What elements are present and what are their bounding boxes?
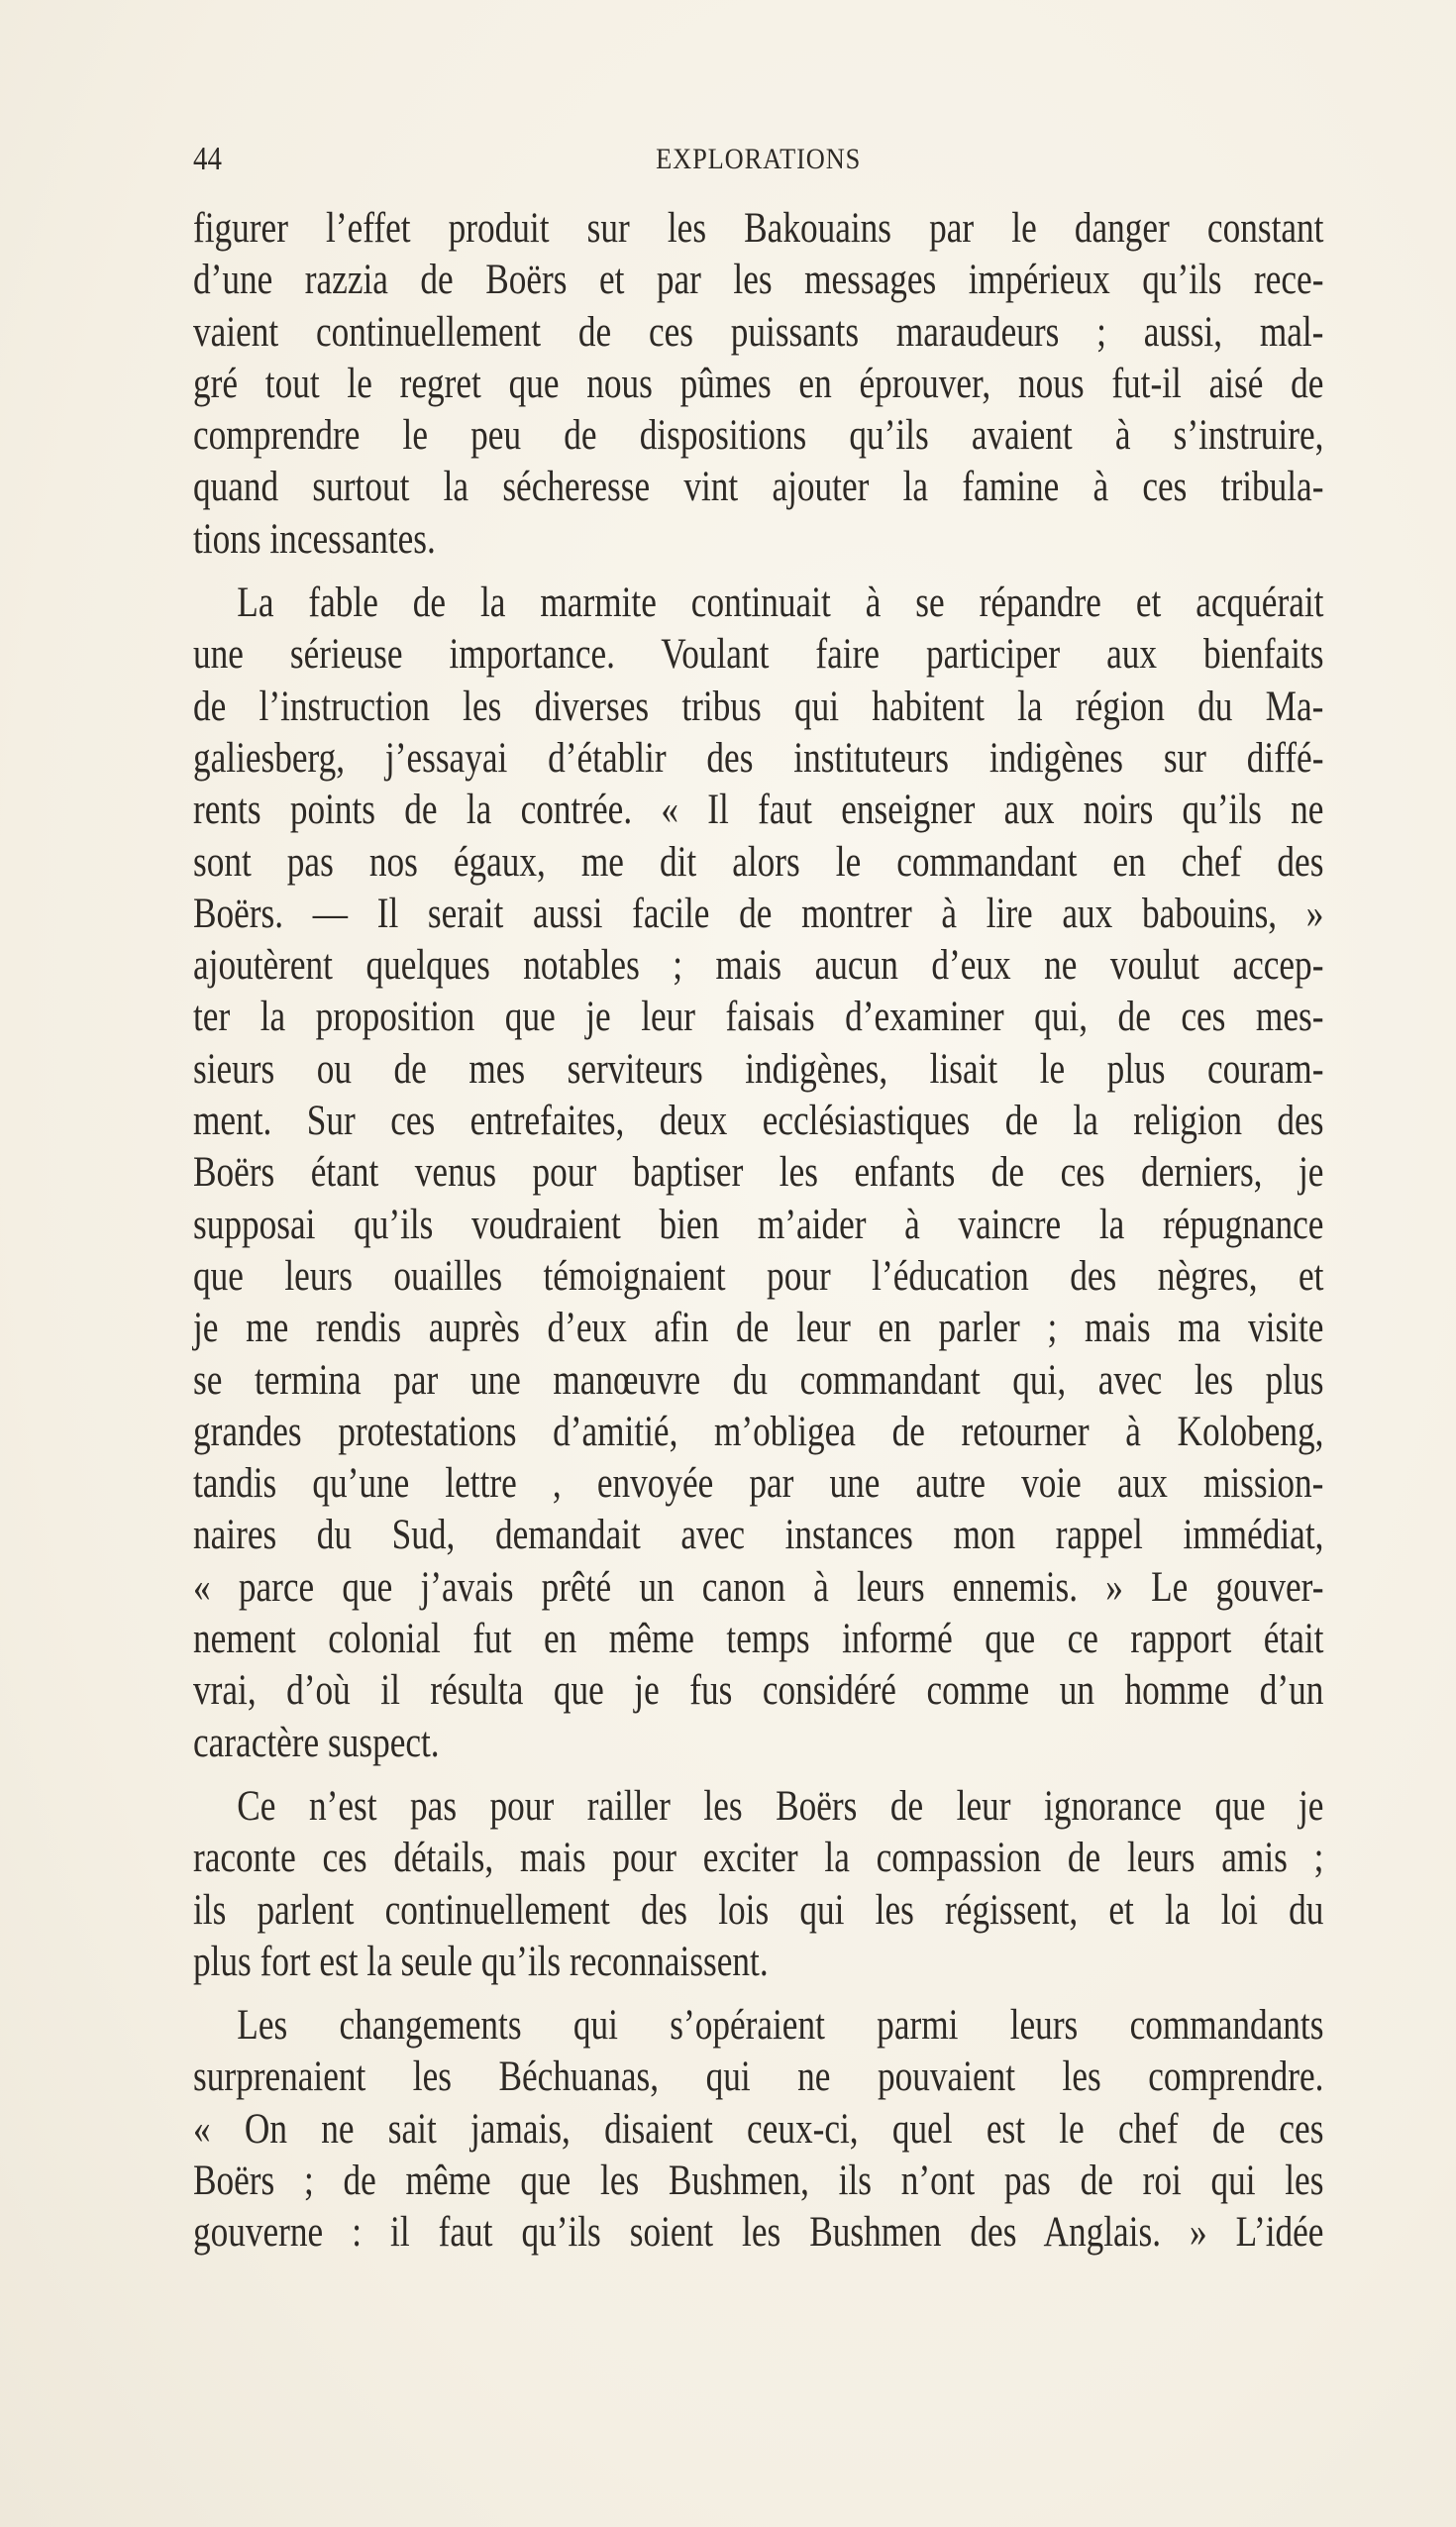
text-line: gré tout le regret que nous pûmes en éprouver, nous fut-il aisé de — [193, 360, 1324, 407]
page-number: 44 — [193, 141, 222, 177]
text-line: « On ne sait jamais, disaient ceux-ci, quel est le chef de ces — [193, 2105, 1324, 2153]
text-line: Ce n’est pas pour railler les Boërs de leur ignorance que je — [237, 1782, 1324, 1830]
text-line: rents points de la contrée. « Il faut enseigner aux noirs qu’ils ne — [193, 787, 1324, 834]
text-line: caractère suspect. — [193, 1719, 440, 1766]
text-line: ter la proposition que je leur faisais d’examiner qui, de ces mes- — [193, 994, 1324, 1041]
text-line: La fable de la marmite continuait à se répandre et acquérait — [237, 579, 1324, 627]
text-line: Les changements qui s’opéraient parmi leurs commandants — [237, 2002, 1324, 2050]
running-header — [193, 141, 1324, 190]
text-line: de l’instruction les diverses tribus qui habitent la région du Ma- — [193, 683, 1324, 730]
text-line: que leurs ouailles témoignaient pour l’éducation des nègres, et — [193, 1252, 1324, 1300]
text-line: galiesberg, j’essayai d’établir des instituteurs indigènes sur diffé- — [193, 734, 1324, 782]
running-title-wrap — [193, 143, 1324, 176]
text-line: vrai, d’où il résulta que je fus considéré comme un homme d’un — [193, 1667, 1324, 1715]
text-line: supposai qu’ils voudraient bien m’aider à vaincre la répugnance — [193, 1201, 1324, 1248]
text-line: Boërs étant venus pour baptiser les enfants de ces derniers, je — [193, 1149, 1324, 1197]
body-text — [193, 203, 1323, 2260]
paragraph — [193, 2000, 1323, 2259]
paragraph — [193, 1781, 1323, 1988]
text-line: nement colonial fut en même temps informé que ce rapport était — [193, 1616, 1324, 1663]
text-line: ment. Sur ces entrefaites, deux ecclésiastiques de la religion des — [193, 1098, 1324, 1145]
text-line: vaient continuellement de ces puissants maraudeurs ; aussi, mal- — [193, 308, 1324, 356]
text-line: sieurs ou de mes serviteurs indigènes, lisait le plus couram- — [193, 1045, 1324, 1093]
text-line: plus fort est la seule qu’ils reconnaissent. — [193, 1938, 769, 1985]
paragraph — [193, 203, 1323, 566]
text-line: tions incessantes. — [193, 515, 436, 563]
text-line: « parce que j’avais prêté un canon à leurs ennemis. » Le gouver- — [193, 1563, 1324, 1611]
text-line: je me rendis auprès d’eux afin de leur en parler ; mais ma visite — [193, 1305, 1324, 1352]
text-line: figurer l’effet produit sur les Bakouains par le danger constant — [193, 205, 1324, 252]
text-line: naires du Sud, demandait avec instances mon rappel immédiat, — [193, 1512, 1324, 1559]
text-line: sont pas nos égaux, me dit alors le commandant en chef des — [193, 838, 1324, 886]
text-line: Boërs ; de même que les Bushmen, ils n’ont pas de roi qui les — [193, 2157, 1324, 2204]
text-line: une sérieuse importance. Voulant faire participer aux bienfaits — [193, 631, 1324, 679]
text-line: quand surtout la sécheresse vint ajouter la famine à ces tribula- — [193, 464, 1324, 511]
paragraph — [193, 578, 1323, 1769]
text-line: grandes protestations d’amitié, m’obligea de retourner à Kolobeng, — [193, 1408, 1324, 1455]
running-title: EXPLORATIONS — [656, 143, 862, 175]
text-line: comprendre le peu de dispositions qu’ils avaient à s’instruire, — [193, 412, 1324, 460]
text-line: ils parlent continuellement des lois qui les régissent, et la loi du — [193, 1886, 1324, 1934]
text-line: se termina par une manœuvre du commandant qui, avec les plus — [193, 1356, 1324, 1404]
text-line: gouverne : il faut qu’ils soient les Bushmen des Anglais. » L’idée — [193, 2209, 1324, 2257]
text-line: raconte ces détails, mais pour exciter la compassion de leurs amis ; — [193, 1835, 1324, 1882]
text-line: Boërs. — Il serait aussi facile de montrer à lire aux babouins, » — [193, 890, 1324, 937]
text-line: tandis qu’une lettre , envoyée par une autre voie aux mission- — [193, 1460, 1324, 1508]
text-line: surprenaient les Béchuanas, qui ne pouvaient les comprendre. — [193, 2053, 1324, 2101]
text-line: ajoutèrent quelques notables ; mais aucun d’eux ne voulut accep- — [193, 942, 1324, 990]
text-line: d’une razzia de Boërs et par les messages impérieux qu’ils rece- — [193, 257, 1324, 304]
